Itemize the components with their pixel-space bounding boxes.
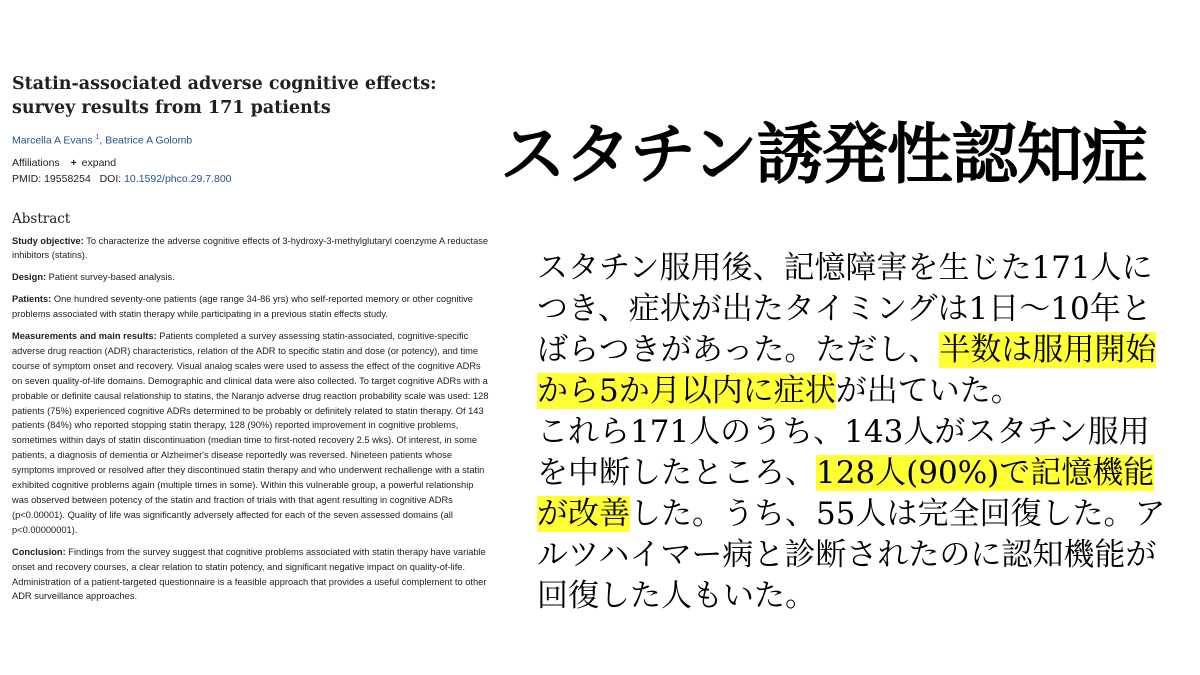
section-text: Patients completed a survey assessing statin-associated, cognitive-specific adverse drug reaction (ADR) characteristics, relation of the ADR to specific statin and dose (or potency), and time course of symptom onset and recovery. Visual analog scales were used to assess the effect of the cognitive ADRs on seven quality-of-life domains. Demographic and clinical data were also collected. To target cognitive ADRs with a probable or definite causal relationship to statins, the Naranjo adverse drug reaction probability scale was used: 128 patients (75%) experienced cognitive ADRs determined to be probably or definitely related to statin therapy. Of 143 patients (84%) who reported stopping statin therapy, 128 (90%) reported improvement in cognitive problems, sometimes within days of statin discontinuation (median time to first-noted recovery 2.5 wks). Of interest, in some patients, a diagnosis of dementia or Alzheimer's disease reportedly was reversed. Nineteen patients whose symptoms improved or resolved after they discontinued statin therapy and who underwent rechallenge with a statin exhibited cognitive problems again (multiple times in some). Within this vulnerable group, a powerful relationship was observed between potency of the statin and fraction of trials with that agent resulting in cognitive ADRs (p<0.00001). Quality of life was significantly adversely affected for each of the seven assessed domains (all p<0.00000001). xyxy=(12,331,489,535)
summary-text: した。うち、55人は完全回復した。アルツハイマー病と診断されたのに認知機能が回復した人もいた。 xyxy=(537,496,1166,614)
pubmed-abstract-panel xyxy=(12,72,492,604)
author-list xyxy=(12,134,492,147)
author-separator: , xyxy=(99,134,106,147)
author-link-golomb[interactable]: Beatrice A Golomb xyxy=(105,134,193,147)
doi-label: DOI: xyxy=(99,172,122,185)
section-text: One hundred seventy-one patients (age range 34-86 yrs) who self-reported memory or other cognitive problems associated with statin therapy while participating in a previous statin effects study. xyxy=(12,294,473,320)
slide-title: スタチン誘発性認知症 xyxy=(500,116,1147,193)
highlight-recovery: 128人(90%)で記憶機能が改善 xyxy=(537,455,1155,532)
abstract-body xyxy=(12,234,492,605)
affiliations-label: Affiliations xyxy=(12,156,60,169)
section-label: Measurements and main results: xyxy=(12,331,157,342)
abstract-section-design xyxy=(12,270,492,285)
author-link-evans[interactable]: Marcella A Evans xyxy=(12,134,93,147)
identifiers-row xyxy=(12,173,492,185)
summary-text: これら171人のうち、143人がスタチン服用を中断したところ、 xyxy=(537,414,1150,491)
abstract-section-objective xyxy=(12,234,492,264)
slide-summary xyxy=(537,248,1177,617)
summary-text: スタチン服用後、記憶障害を生じた171人につき、症状が出たタイミングは1日～10年とばらつきがあった。ただし、 xyxy=(537,250,1153,368)
section-text: Findings from the survey suggest that cognitive problems associated with statin therapy have variable onset and recovery courses, a clear relation to statin potency, and significant negative impact on quality-of-life. Administration of a patient-targeted questionnaire is a feasible approach that provides a useful complement to other ADR surveillance approaches. xyxy=(12,546,487,602)
section-label: Patients: xyxy=(12,294,52,305)
abstract-heading: Abstract xyxy=(12,210,71,227)
expand-plus-icon[interactable]: + xyxy=(70,156,77,169)
section-text: Patient survey-based analysis. xyxy=(46,272,175,283)
highlight-onset: 半数は服用開始から5か月以内に症状 xyxy=(537,332,1157,409)
affiliation-marker[interactable]: 1 xyxy=(95,134,100,141)
summary-text: が出ていた。 xyxy=(835,373,1022,409)
expand-affiliations-button[interactable]: expand xyxy=(81,156,117,169)
section-label: Design: xyxy=(12,272,47,283)
doi-link[interactable]: 10.1592/phco.29.7.800 xyxy=(124,172,232,185)
section-text: To characterize the adverse cognitive effects of 3-hydroxy-3-methylglutaryl coenzyme A reductase inhibitors (statins). xyxy=(12,235,489,261)
section-label: Study objective: xyxy=(12,235,84,246)
pmid-text: PMID: 19558254 xyxy=(12,172,91,185)
article-title: Statin-associated adverse cognitive effects: survey results from 171 patients xyxy=(12,74,437,118)
abstract-section-patients xyxy=(12,292,492,322)
abstract-section-results xyxy=(12,329,492,538)
affiliations-row xyxy=(12,157,492,169)
section-label: Conclusion: xyxy=(12,546,66,557)
abstract-section-conclusion xyxy=(12,545,492,605)
